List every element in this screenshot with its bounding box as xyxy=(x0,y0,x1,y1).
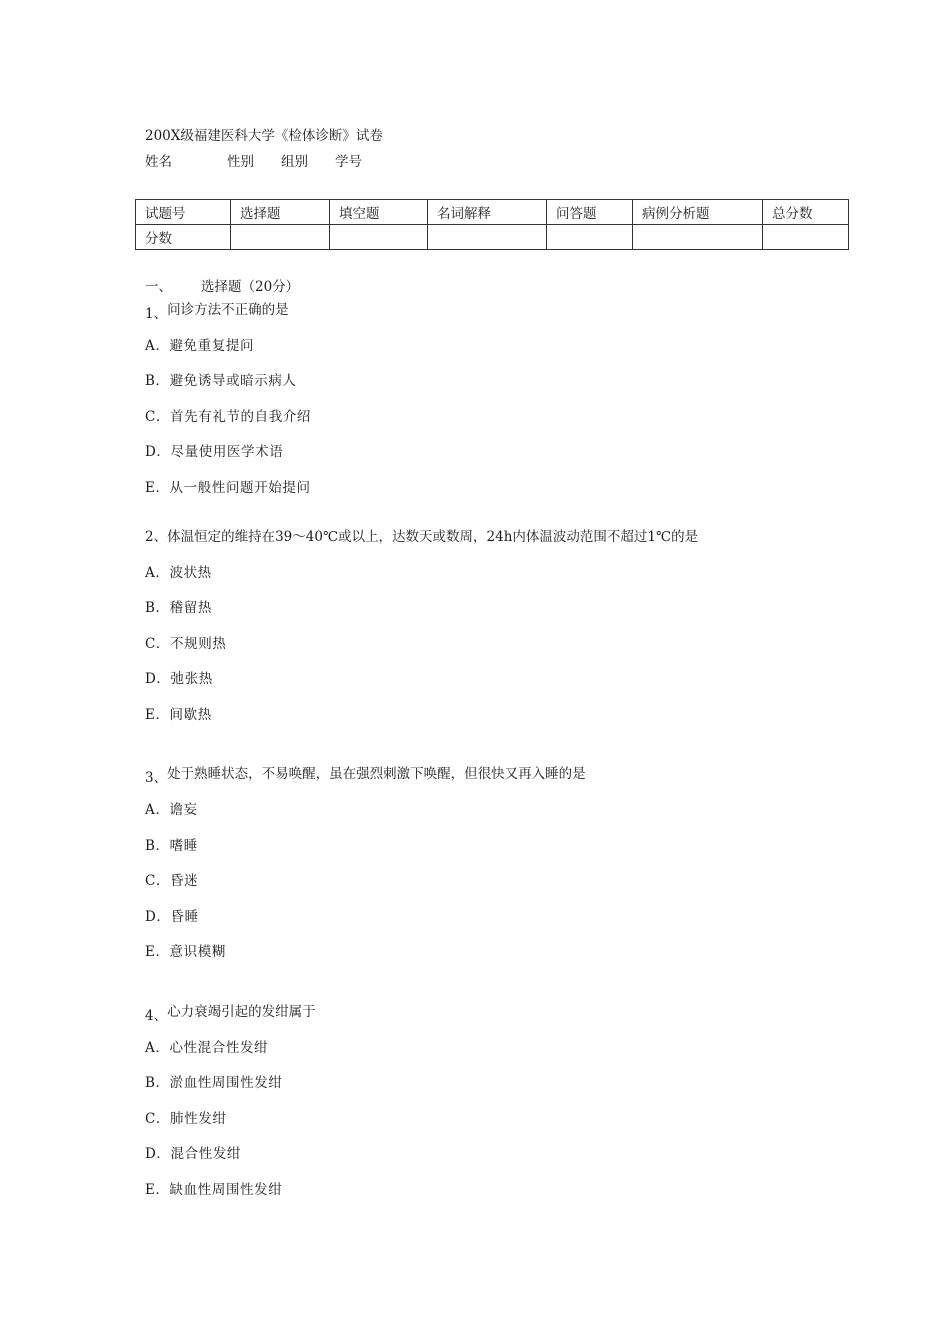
student-info-line xyxy=(145,154,545,172)
exam-title: 200X级福建医科大学《检体诊断》试卷 xyxy=(145,128,383,144)
answer-option: C．昏迷 xyxy=(145,873,199,889)
question-number: 1、 xyxy=(145,306,168,322)
answer-option: A．避免重复提问 xyxy=(145,338,255,354)
question-number: 4、 xyxy=(145,1008,168,1024)
answer-option: C．首先有礼节的自我介绍 xyxy=(145,409,312,425)
question-number: 3、 xyxy=(145,770,168,786)
score-table-score-row xyxy=(136,225,849,250)
gender-label: 性别 xyxy=(227,154,254,170)
score-cell[interactable] xyxy=(763,225,849,250)
answer-option: C．不规则热 xyxy=(145,636,227,652)
section-title: 选择题（20分） xyxy=(201,279,300,295)
answer-option: D．尽量使用医学术语 xyxy=(145,444,284,460)
answer-option: C．肺性发绀 xyxy=(145,1111,227,1127)
answer-option: A．谵妄 xyxy=(145,802,198,818)
answer-option: B．嗜睡 xyxy=(145,838,198,854)
question-stem xyxy=(145,302,289,322)
score-header-cell: 病例分析题 xyxy=(633,200,763,225)
section-number: 一、 xyxy=(145,279,172,295)
score-header-cell: 选择题 xyxy=(231,200,330,225)
question-text: 问诊方法不正确的是 xyxy=(167,302,289,318)
answer-option: E．意识模糊 xyxy=(145,944,226,960)
name-label: 姓名 xyxy=(145,154,172,170)
student-id-label: 学号 xyxy=(335,154,362,170)
score-cell[interactable] xyxy=(330,225,428,250)
question-stem xyxy=(145,1004,316,1024)
score-header-cell: 总分数 xyxy=(763,200,849,225)
question-number: 2、 xyxy=(145,529,168,545)
score-cell[interactable] xyxy=(633,225,763,250)
answer-option: B．稽留热 xyxy=(145,600,212,616)
question-stem xyxy=(145,766,586,786)
question-text: 体温恒定的维持在39～40℃或以上，达数天或数周，24h内体温波动范围不超过1℃的是 xyxy=(167,529,699,545)
answer-option: E．缺血性周围性发绀 xyxy=(145,1182,283,1198)
answer-option: A．波状热 xyxy=(145,565,212,581)
score-header-cell: 填空题 xyxy=(330,200,428,225)
answer-option: D．混合性发绀 xyxy=(145,1146,242,1162)
answer-option: B．淤血性周围性发绀 xyxy=(145,1075,283,1091)
question-text: 心力衰竭引起的发绀属于 xyxy=(167,1004,316,1020)
answer-option: B．避免诱导或暗示病人 xyxy=(145,373,297,389)
answer-option: E．间歇热 xyxy=(145,707,212,723)
score-header-cell: 名词解释 xyxy=(428,200,547,225)
answer-option: D．弛张热 xyxy=(145,671,213,687)
score-header-cell: 问答题 xyxy=(547,200,633,225)
score-table xyxy=(135,199,849,250)
group-label: 组别 xyxy=(281,154,308,170)
score-cell[interactable] xyxy=(428,225,547,250)
score-table-header-row xyxy=(136,200,849,225)
answer-option: E．从一般性问题开始提问 xyxy=(145,480,311,496)
section-heading xyxy=(145,279,299,295)
question-stem xyxy=(145,529,698,545)
question-text: 处于熟睡状态，不易唤醒，虽在强烈刺激下唤醒，但很快又再入睡的是 xyxy=(167,766,586,782)
score-header-cell: 试题号 xyxy=(136,200,231,225)
score-cell[interactable] xyxy=(547,225,633,250)
score-cell[interactable] xyxy=(231,225,330,250)
answer-option: A．心性混合性发绀 xyxy=(145,1040,269,1056)
answer-option: D．昏睡 xyxy=(145,909,199,925)
score-row-label: 分数 xyxy=(136,225,231,250)
